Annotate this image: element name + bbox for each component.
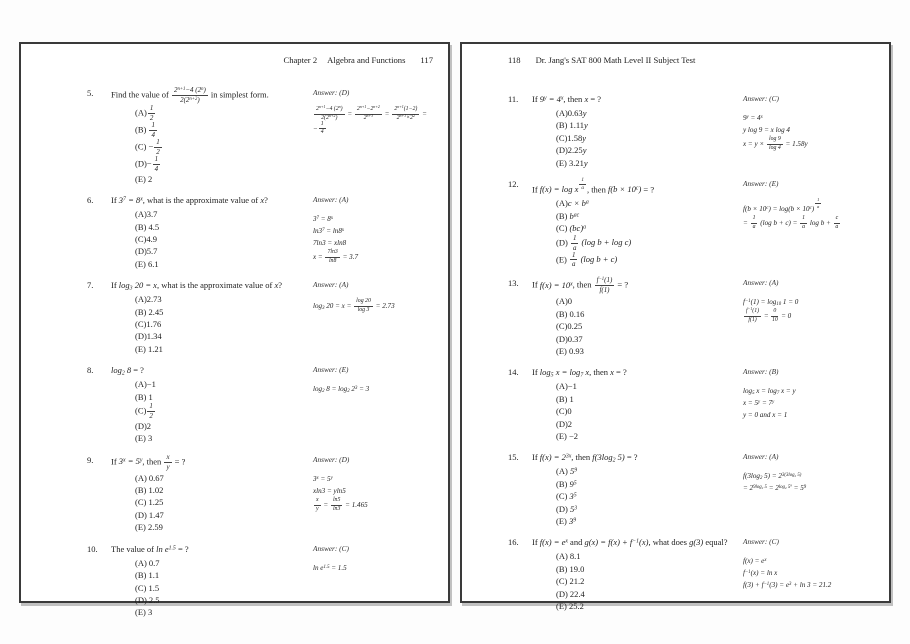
question-body bbox=[532, 536, 737, 612]
choice: (E) 3.21y bbox=[556, 157, 588, 168]
choice: (C)0 bbox=[556, 406, 572, 417]
choice: (B) 1.02 bbox=[135, 485, 164, 496]
choice: (C) (bc)$^a$ bbox=[556, 223, 587, 234]
choice: (E) $\frac{1}{a}$ (log b + c) bbox=[556, 250, 618, 269]
question-prompt: If f(x) = log x $^{\frac{1}{a}}$ , then $f(b \times 10^c)$ = ? bbox=[532, 177, 655, 195]
solution-work bbox=[313, 384, 433, 395]
question-number: 16. bbox=[508, 537, 519, 548]
choice: (C) $\frac{1}{2}$ bbox=[135, 401, 153, 420]
answer-column bbox=[307, 543, 433, 575]
work-line: $\frac{f^{-1}(1)}{f(1)}$ = $\frac{0}{10}$ = 0 bbox=[746, 306, 792, 324]
question-prompt: The value of $\ln e^{1.5}$ = ? bbox=[111, 543, 189, 554]
answer-label: Answer: (E) bbox=[743, 179, 779, 189]
answer-label: Answer: (D) bbox=[313, 88, 350, 97]
choice: (D) 22.4 bbox=[556, 588, 585, 599]
solution-work bbox=[743, 297, 874, 324]
question-block bbox=[87, 364, 433, 445]
solution-work bbox=[313, 104, 433, 136]
question-block bbox=[87, 454, 433, 534]
choice: (D)5.7 bbox=[135, 246, 158, 257]
choice: (B) $9^5$ bbox=[556, 478, 577, 489]
work-line: 7ln3 = xln8 bbox=[313, 239, 347, 248]
choice: (A) $\frac{1}{2}$ bbox=[135, 103, 154, 122]
choice: (E) 6.1 bbox=[135, 258, 159, 269]
page-header-left bbox=[87, 55, 433, 66]
answer-column bbox=[307, 454, 433, 514]
question-number: 10. bbox=[87, 543, 98, 554]
question-body bbox=[111, 543, 307, 619]
question-body bbox=[532, 178, 737, 268]
choice: (A) 0.67 bbox=[135, 472, 164, 483]
choice: (A)0.63y bbox=[556, 108, 587, 118]
choice: (E) $3^9$ bbox=[556, 516, 577, 527]
question-body bbox=[532, 277, 737, 357]
question-body bbox=[111, 454, 307, 534]
choice: (C)1.76 bbox=[135, 318, 162, 329]
question-number: 13. bbox=[508, 278, 519, 289]
question-block bbox=[508, 451, 874, 527]
question-prompt: If $3^7 = 8^x$, what is the approximate value of x? bbox=[111, 195, 268, 206]
answer-column bbox=[737, 93, 874, 153]
choice: (C) 1.5 bbox=[135, 582, 160, 593]
choice-list bbox=[556, 550, 737, 612]
question-number: 14. bbox=[508, 367, 519, 378]
choice: (B) 2.45 bbox=[135, 306, 164, 317]
choice: (B) 4.5 bbox=[135, 221, 160, 232]
work-line: $\log_3 20 = x$ = $\frac{\log 20}{\log 3}$ = 2.73 bbox=[313, 298, 395, 313]
work-line: $f(x) = e^x$ bbox=[743, 557, 767, 566]
work-line: $9^y = 4^x$ bbox=[743, 114, 763, 122]
question-prompt: If $9^y = 4^x$, then x = ? bbox=[532, 94, 602, 104]
page-left bbox=[19, 42, 450, 618]
answer-label: Answer: (A) bbox=[743, 278, 779, 288]
choice: (C) − $\frac{1}{2}$ bbox=[135, 137, 160, 156]
question-body bbox=[532, 366, 737, 442]
solution-work bbox=[743, 386, 874, 421]
answer-column bbox=[737, 366, 874, 422]
page-number: 117 bbox=[420, 55, 433, 65]
question-block bbox=[508, 178, 874, 268]
choice: (E) 3 bbox=[135, 607, 153, 618]
question-body bbox=[111, 87, 307, 185]
choice: (A) $5^9$ bbox=[556, 466, 578, 477]
question-list bbox=[87, 87, 433, 619]
answer-label: Answer: (D) bbox=[313, 454, 350, 464]
answer-label: Answer: (A) bbox=[313, 195, 349, 205]
work-line: x = $\frac{7\ln 3}{\ln 8}$ = 3.7 bbox=[313, 249, 359, 264]
choice-list bbox=[135, 105, 307, 185]
page-number: 118 bbox=[508, 55, 521, 65]
work-line: $f^{-1}(x) = \ln x$ bbox=[743, 569, 778, 578]
choice: (C)0.25 bbox=[556, 321, 583, 332]
question-number: 11. bbox=[508, 94, 519, 104]
page-right bbox=[460, 42, 891, 612]
solution-work bbox=[743, 556, 874, 591]
solution-work bbox=[313, 563, 433, 574]
choice-list bbox=[556, 107, 737, 169]
work-line: $\log_2 8 = \log_2 2^3 = 3$ bbox=[313, 385, 370, 395]
work-line: = $2^{9log_2 5} = 2^{log_2 5^9} = 5^9$ bbox=[743, 483, 807, 493]
choice: (C) $3^5$ bbox=[556, 491, 577, 502]
choice: (D) 2.5 bbox=[135, 594, 160, 605]
choice: (A) 8.1 bbox=[556, 551, 581, 562]
answer-label: Answer: (A) bbox=[313, 280, 349, 290]
answer-label: Answer: (E) bbox=[313, 365, 349, 375]
work-line: = $\frac{1}{a}$ (log b + c) = $\frac{1}{a}$ log b + $\frac{c}{a}$ bbox=[743, 214, 839, 230]
answer-column bbox=[307, 279, 433, 315]
choice: (E) 0.93 bbox=[556, 346, 584, 356]
question-block bbox=[508, 366, 874, 442]
choice: (B) 1 bbox=[135, 391, 153, 402]
work-line: $\frac{2^{n+1}-4 (2^n)}{2(2^{n+2})}$ = $\frac{2^{n+1}-2^{n+2}}{2^{n+3}}$ = $\frac{2^{n+1}(1-2)}{2^{n+1}\times 2^2}$ = − $\frac{1}{4}$ bbox=[313, 104, 427, 136]
question-block bbox=[87, 194, 433, 270]
work-line: $\ln e^{1.5} = 1.5$ bbox=[313, 563, 347, 572]
answer-label: Answer: (A) bbox=[743, 452, 779, 462]
choice: (A) 0.7 bbox=[135, 557, 160, 568]
question-prompt: Find the value of $\frac{2^{n+1}-4 (2^n)}{2(2^{n+2})}$ in simplest form. bbox=[111, 86, 269, 104]
question-block bbox=[87, 87, 433, 185]
question-list bbox=[508, 93, 874, 613]
work-line: y = 0 and x = 1 bbox=[743, 411, 788, 420]
section-title: Algebra and Functions bbox=[327, 55, 406, 65]
choice: (C) 1.25 bbox=[135, 497, 164, 508]
answer-column bbox=[737, 178, 874, 232]
choice: (B) 1 bbox=[556, 393, 574, 404]
book-title: Dr. Jang's SAT 800 Math Level II Subject Test bbox=[535, 55, 696, 65]
choice: (D) $\frac{1}{a}$ (log b + log c) bbox=[556, 233, 632, 252]
choice-list bbox=[135, 472, 307, 534]
choice: (D)0.37 bbox=[556, 333, 583, 344]
choice: (B) $b^{ac}$ bbox=[556, 210, 580, 221]
choice: (E) 25.2 bbox=[556, 601, 584, 612]
work-line: $\log_5 x = \log_7 x = y$ bbox=[743, 387, 796, 397]
answer-column bbox=[737, 536, 874, 592]
work-line: $f(b \times 10^c) = \log(b \times 10^c)$ $^{\frac{1}{a}}$ bbox=[743, 197, 820, 213]
choice: (B) 19.0 bbox=[556, 563, 585, 574]
answer-column bbox=[307, 194, 433, 266]
question-block bbox=[87, 279, 433, 355]
question-number: 9. bbox=[87, 454, 94, 465]
question-block bbox=[87, 543, 433, 619]
choice-list bbox=[556, 380, 737, 442]
question-body bbox=[111, 364, 307, 445]
choice: (D)2 bbox=[556, 418, 573, 429]
choice: (B) 1.1 bbox=[135, 570, 160, 581]
question-prompt: If $\log_5 x = \log_7 x$, then x = ? bbox=[532, 367, 627, 379]
choice-list bbox=[556, 295, 737, 357]
choice-list bbox=[556, 197, 737, 268]
answer-column bbox=[307, 364, 433, 396]
page-header-right bbox=[508, 55, 874, 66]
choice: (B) 1.11y bbox=[556, 120, 588, 131]
choice-list bbox=[135, 293, 307, 355]
choice: (D)− $\frac{1}{4}$ bbox=[135, 154, 159, 173]
question-body bbox=[111, 194, 307, 270]
choice-list bbox=[135, 208, 307, 270]
solution-work bbox=[743, 471, 874, 494]
choice: (A)−1 bbox=[135, 379, 156, 390]
question-prompt: If $3^x = 5^y$, then $\frac{x}{y}$ = ? bbox=[111, 452, 186, 471]
solution-work bbox=[313, 299, 433, 314]
question-prompt: If $\log_3 20 = x$, what is the approximate value of x? bbox=[111, 280, 283, 292]
work-line: $\ln 3^7 = \ln 8^x$ bbox=[313, 227, 345, 236]
question-block bbox=[508, 93, 874, 169]
answer-column bbox=[737, 451, 874, 495]
choice: (E) 3 bbox=[135, 433, 153, 444]
choice: (B) $\frac{1}{4}$ bbox=[135, 120, 155, 139]
work-line: y log 9 = x log 4 bbox=[743, 126, 790, 134]
question-block bbox=[508, 277, 874, 357]
question-number: 7. bbox=[87, 280, 94, 291]
question-number: 6. bbox=[87, 195, 94, 206]
choice: (B) 0.16 bbox=[556, 308, 585, 319]
solution-work bbox=[743, 198, 874, 231]
choice: (E) 2 bbox=[135, 173, 153, 184]
work-line: $3^x = 5^y$ bbox=[313, 474, 333, 483]
question-prompt: $\log_2 8$ = ? bbox=[111, 365, 144, 377]
question-block bbox=[508, 536, 874, 612]
solution-work bbox=[313, 214, 433, 265]
choice: (E) 2.59 bbox=[135, 522, 163, 533]
answer-label: Answer: (B) bbox=[743, 367, 779, 377]
answer-column bbox=[307, 87, 433, 137]
choice: (D) 1.47 bbox=[135, 509, 164, 520]
choice: (A)0 bbox=[556, 296, 573, 307]
work-line: $3^7 = 8^x$ bbox=[313, 215, 333, 224]
choice: (E) −2 bbox=[556, 431, 579, 442]
work-line: x = y × $\frac{\log 9}{\log 4}$ = 1.58y bbox=[743, 136, 808, 151]
choice: (C)1.58y bbox=[556, 132, 586, 143]
choice-list bbox=[135, 378, 307, 445]
chapter-label: Chapter 2 bbox=[283, 55, 318, 65]
solution-work bbox=[743, 113, 874, 152]
question-prompt: If $f(x) = e^x$ and $g(x) = f(x) + f^{-1}(x)$, what does g(3) equal? bbox=[532, 537, 728, 548]
question-body bbox=[111, 279, 307, 355]
work-line: $\frac{x}{y}$ = $\frac{\ln 5}{\ln 3}$ = 1.465 bbox=[316, 496, 368, 512]
question-number: 12. bbox=[508, 179, 519, 190]
choice-list bbox=[556, 465, 737, 527]
question-number: 5. bbox=[87, 88, 94, 98]
question-body bbox=[532, 451, 737, 527]
question-prompt: If $f(x) = 2^{3x}$, then $f(3\log_2$ 5) = ? bbox=[532, 452, 638, 464]
work-line: $x = 5^y = 7^y$ bbox=[743, 399, 775, 408]
work-line: $f(3) + f^{-1}(3) = e^3 + \ln 3 = 21.2$ bbox=[743, 581, 832, 590]
answer-label: Answer: (C) bbox=[743, 94, 779, 103]
work-line: $f^{-1}(1) = \log_{10} 1 = 0$ bbox=[743, 298, 799, 308]
choice: (A)2.73 bbox=[135, 294, 162, 305]
choice: (D) $5^3$ bbox=[556, 503, 578, 514]
question-body bbox=[532, 93, 737, 169]
choice: (D)1.34 bbox=[135, 331, 162, 342]
choice: (D)2 bbox=[135, 420, 152, 431]
question-prompt: If $f(x) = 10^x$, then $\frac{f^{-1}(1)}{f(1)}$ = ? bbox=[532, 276, 629, 295]
answer-label: Answer: (C) bbox=[313, 543, 349, 553]
choice: (C) 21.2 bbox=[556, 576, 585, 587]
question-number: 8. bbox=[87, 365, 94, 376]
choice: (A)−1 bbox=[556, 381, 577, 392]
question-number: 15. bbox=[508, 452, 519, 463]
work-line: $f(3\log_2$ $5) = 2^{3(3log_2 5)}$ bbox=[743, 472, 802, 482]
choice-list bbox=[135, 557, 307, 619]
work-line: xln3 = yln5 bbox=[313, 486, 346, 495]
solution-work bbox=[313, 474, 433, 513]
answer-label: Answer: (C) bbox=[743, 537, 779, 547]
choice: (D)2.25y bbox=[556, 145, 587, 156]
choice: (A)3.7 bbox=[135, 209, 158, 220]
choice: (C)4.9 bbox=[135, 233, 157, 244]
answer-column bbox=[737, 277, 874, 325]
choice: $(A)c \times b^a$ bbox=[556, 198, 589, 209]
choice: (E) 1.21 bbox=[135, 343, 163, 354]
